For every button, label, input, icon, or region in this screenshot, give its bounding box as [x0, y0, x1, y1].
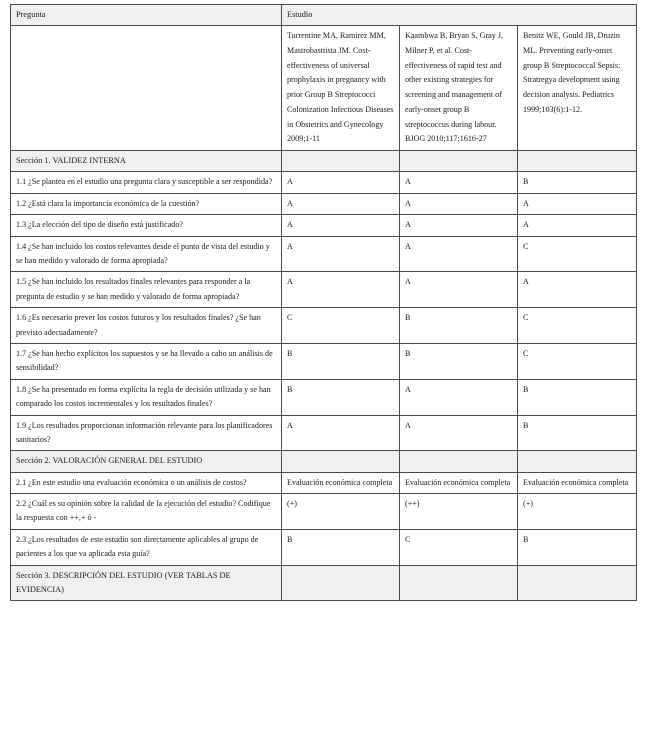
citation-row	[11, 26, 637, 151]
answer-cell: C	[518, 236, 637, 272]
table-row	[11, 236, 637, 272]
answer-cell: (++)	[400, 494, 518, 530]
answer-cell: A	[282, 236, 400, 272]
answer-cell: A	[400, 215, 518, 236]
study-appraisal-table	[10, 4, 637, 601]
question-text: 1.1 ¿Se plantea en el estudio una pregunta clara y susceptible a ser respondida?	[11, 172, 282, 193]
answer-cell: Evaluación económica completa	[282, 472, 400, 493]
table-row	[11, 215, 637, 236]
question-text: 1.8 ¿Se ha presentado en forma explícita la regla de decisión utilizada y se han comparado los costos incrementales y los resultados finales?	[11, 379, 282, 415]
question-text: 1.3 ¿La elección del tipo de diseño está justificado?	[11, 215, 282, 236]
table-row	[11, 494, 637, 530]
answer-cell: A	[400, 415, 518, 451]
citation-spacer	[11, 26, 282, 151]
answer-cell: B	[518, 379, 637, 415]
header-question: Pregunta	[11, 5, 282, 26]
question-text: 1.4 ¿Se han incluido los costos relevantes desde el punto de vista del estudio y se han medido y valorado de forma apropiada?	[11, 236, 282, 272]
answer-cell: C	[400, 529, 518, 565]
question-text: 1.6 ¿Es necesario prever los costos futuros y los resultados finales? ¿Se han previsto adecuadamente?	[11, 308, 282, 344]
section-header-row-2	[11, 451, 637, 472]
answer-cell: A	[518, 193, 637, 214]
table-header-row	[11, 5, 637, 26]
table-row	[11, 172, 637, 193]
answer-cell: B	[282, 529, 400, 565]
study-citation-1: Turrentine MA, Ramirez MM, Mastrobasttista JM. Cost-effectiveness of universal prophylaxis in pregnancy with prior Group B Streptococci Colonization Infectious Diseases in Obstetrics and Gynecology 2009;1-11	[282, 26, 400, 151]
answer-cell: A	[518, 272, 637, 308]
section-blank-cell	[518, 451, 637, 472]
question-text: 2.2 ¿Cuál es su opinión sobre la calidad de la ejecución del estudio? Codifique la respuesta con ++,+ ó -	[11, 494, 282, 530]
section-blank-cell	[282, 151, 400, 172]
answer-cell: C	[282, 308, 400, 344]
answer-cell: (+)	[518, 494, 637, 530]
answer-cell: A	[400, 272, 518, 308]
answer-cell: A	[282, 272, 400, 308]
question-text: 1.5 ¿Se han incluido los resultados finales relevantes para responder a la pregunta de estudio y se han medido y valorado de forma apropiada?	[11, 272, 282, 308]
section-header-row-1	[11, 151, 637, 172]
section-blank-cell	[518, 151, 637, 172]
section-blank-cell	[400, 451, 518, 472]
question-text: 2.3 ¿Los resultados de este estudio son directamente aplicables al grupo de pacientes a los que va aplicada esta guía?	[11, 529, 282, 565]
table-row	[11, 308, 637, 344]
answer-cell: C	[518, 308, 637, 344]
section-title-1: Sección 1. VALIDEZ INTERNA	[11, 151, 282, 172]
answer-cell: (+)	[282, 494, 400, 530]
table-row	[11, 415, 637, 451]
section-blank-cell	[400, 151, 518, 172]
answer-cell: C	[518, 343, 637, 379]
answer-cell: A	[400, 379, 518, 415]
answer-cell: B	[282, 379, 400, 415]
answer-cell: A	[400, 172, 518, 193]
answer-cell: A	[518, 215, 637, 236]
section-title-3: Sección 3. DESCRIPCIÓN DEL ESTUDIO (VER TABLAS DE EVIDENCIA)	[11, 565, 282, 601]
answer-cell: B	[282, 343, 400, 379]
study-citation-3: Benitz WE, Gould JB, Druzin ML. Preventing early-onset group B Streptococcal Sepsis: Stratregya development using decision analysis. Pediatrics 1999;103(6):1-12.	[518, 26, 637, 151]
answer-cell: B	[518, 529, 637, 565]
answer-cell: A	[282, 215, 400, 236]
table-row	[11, 193, 637, 214]
answer-cell: A	[400, 193, 518, 214]
header-study: Estudio	[282, 5, 637, 26]
question-text: 2.1 ¿En este estudio una evaluación económica o un análisis de costos?	[11, 472, 282, 493]
answer-cell: A	[282, 415, 400, 451]
section-blank-cell	[282, 565, 400, 601]
answer-cell: A	[282, 172, 400, 193]
answer-cell: Evaluación económica completa	[518, 472, 637, 493]
study-citation-2: Kaambwa B, Bryan S, Gray J, Milner P, et al. Cost-effectiveness of rapid test and other existing strategies for screening and management of early-onset group B streptococcus during labour. BJOG 2010;117:1616-27	[400, 26, 518, 151]
section-blank-cell	[400, 565, 518, 601]
table-row	[11, 272, 637, 308]
answer-cell: B	[518, 172, 637, 193]
answer-cell: B	[400, 343, 518, 379]
section-header-row-3	[11, 565, 637, 601]
answer-cell: A	[400, 236, 518, 272]
answer-cell: Evaluación económica completa	[400, 472, 518, 493]
answer-cell: B	[518, 415, 637, 451]
table-row	[11, 472, 637, 493]
question-text: 1.9 ¿Los resultados proporcionan información relevante para los planificadores sanitarios?	[11, 415, 282, 451]
table-row	[11, 343, 637, 379]
section-title-2: Sección 2. VALORACIÓN GENERAL DEL ESTUDIO	[11, 451, 282, 472]
answer-cell: A	[282, 193, 400, 214]
section-blank-cell	[518, 565, 637, 601]
answer-cell: B	[400, 308, 518, 344]
table-row	[11, 379, 637, 415]
section-blank-cell	[282, 451, 400, 472]
table-row	[11, 529, 637, 565]
question-text: 1.2 ¿Está clara la importancia económica de la cuestión?	[11, 193, 282, 214]
question-text: 1.7 ¿Se han hecho explícitos los supuestos y se ha llevado a cabo un análisis de sensibilidad?	[11, 343, 282, 379]
